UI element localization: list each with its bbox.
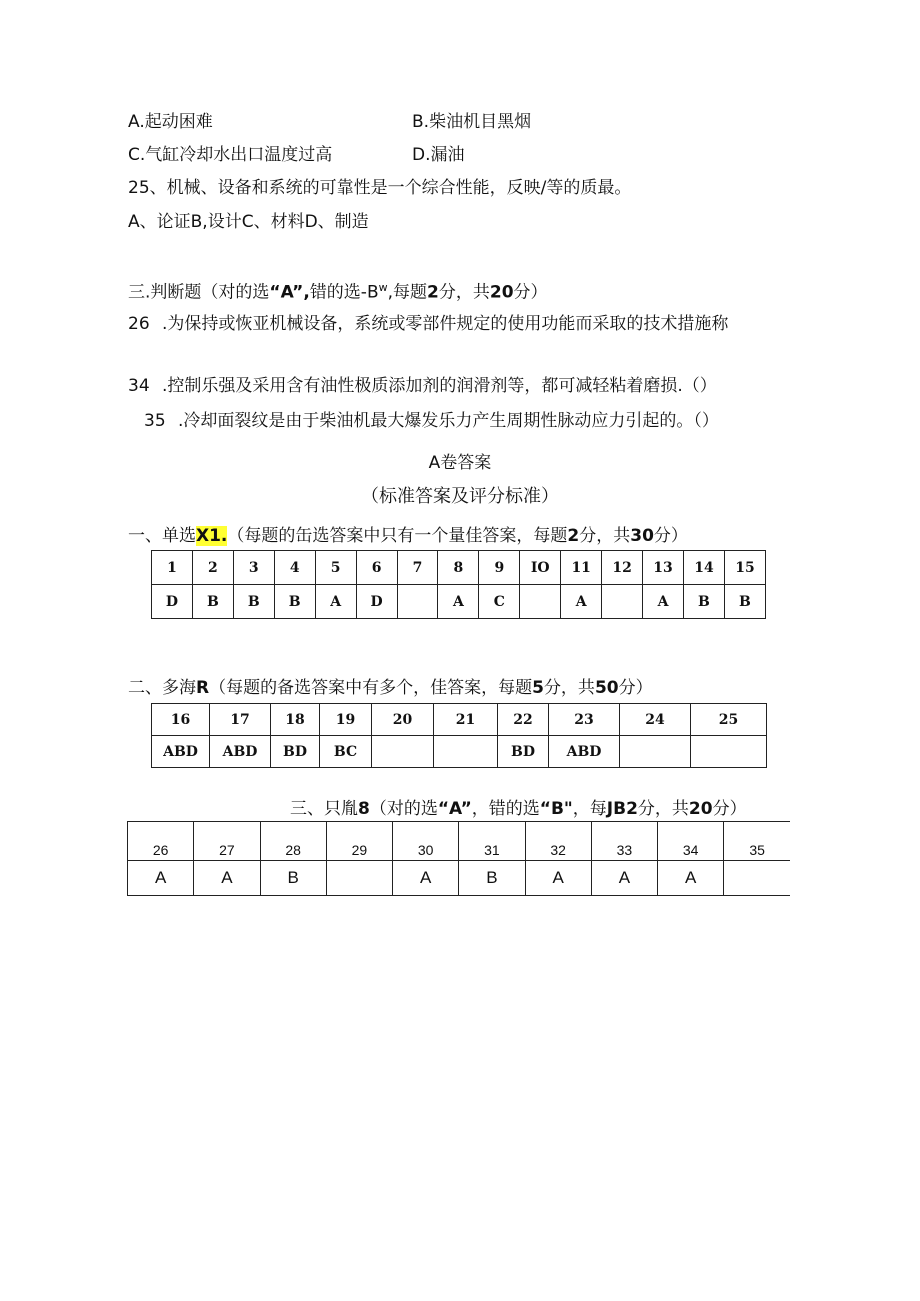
answer-subtitle: （标准答案及评分标准） bbox=[361, 486, 559, 507]
part3-text-10: 20 bbox=[688, 799, 713, 819]
part1-text-6: 30 bbox=[630, 526, 654, 546]
answer-cell: ABD bbox=[549, 736, 620, 768]
answer-cell: A bbox=[658, 861, 724, 896]
true-false-answer-table bbox=[127, 821, 790, 896]
part2-text-5: 分，共 bbox=[543, 678, 595, 698]
answer-cell bbox=[372, 736, 434, 768]
question-number-cell: 12 bbox=[602, 551, 643, 585]
question-number-cell: 22 bbox=[498, 704, 549, 736]
table-row bbox=[152, 736, 767, 768]
part1-text-1: 一、单选 bbox=[128, 526, 196, 546]
part2-text-7: 分） bbox=[618, 678, 653, 698]
question-number-cell: 5 bbox=[315, 551, 356, 585]
answer-cell: B bbox=[459, 861, 525, 896]
answer-cell bbox=[520, 585, 561, 619]
question-number-cell: 30 bbox=[393, 822, 459, 861]
answer-cell: A bbox=[194, 861, 260, 896]
section3-text-7: 分，共 bbox=[438, 282, 490, 303]
part1-text-5: 分，共 bbox=[579, 526, 631, 546]
answer-cell: C bbox=[479, 585, 520, 619]
question-number-cell: 24 bbox=[620, 704, 691, 736]
part1-text-2: X1. bbox=[196, 526, 228, 546]
question-number-cell: 23 bbox=[549, 704, 620, 736]
q35-text: .冷却面裂纹是由于柴油机最大爆发乐力产生周期性脉动应力引起的。（） bbox=[178, 411, 719, 431]
part3-text-5: ，错的选 bbox=[471, 799, 540, 819]
q24-option-b: B.柴油机目黑烟 bbox=[412, 112, 532, 132]
question-number-cell: 11 bbox=[561, 551, 602, 585]
section3-text-3: 错的选-B bbox=[309, 282, 379, 303]
answer-cell: D bbox=[356, 585, 397, 619]
question-number-cell: 6 bbox=[356, 551, 397, 585]
q34-text: .控制乐强及采用含有油性极质添加剂的润滑剂等，都可减轻粘着磨损.（） bbox=[162, 376, 717, 396]
section3-text-2: “A”, bbox=[269, 282, 310, 303]
question-number-cell: 8 bbox=[438, 551, 479, 585]
part3-text-6: “B" bbox=[539, 799, 573, 819]
part3-text-7: ，每 bbox=[572, 799, 607, 819]
table-row bbox=[152, 585, 766, 619]
question-number-cell: 25 bbox=[691, 704, 767, 736]
question-number-cell: 13 bbox=[643, 551, 684, 585]
question-number-cell: 35 bbox=[724, 822, 790, 861]
question-number-cell: 28 bbox=[260, 822, 326, 861]
question-number-cell: 7 bbox=[397, 551, 438, 585]
q26-text: .为保持或恢亚机械设备，系统或零部件规定的使用功能而采取的技术措施称 bbox=[162, 314, 729, 334]
answer-cell bbox=[724, 861, 790, 896]
part2-heading bbox=[128, 677, 653, 699]
question-number-cell: 19 bbox=[320, 704, 372, 736]
answer-cell: A bbox=[128, 861, 194, 896]
q25-stem: 25、机械、设备和系统的可靠性是一个综合性能，反映/等的质最。 bbox=[128, 178, 632, 198]
question-number-cell: 21 bbox=[434, 704, 498, 736]
q35-number: 35 bbox=[144, 411, 166, 431]
question-number-cell: 27 bbox=[194, 822, 260, 861]
single-choice-answer-table bbox=[151, 550, 766, 619]
multi-choice-answer-table bbox=[151, 703, 767, 768]
answer-cell bbox=[397, 585, 438, 619]
part2-text-4: 5 bbox=[532, 678, 544, 698]
question-number-cell: IO bbox=[520, 551, 561, 585]
answer-cell bbox=[326, 861, 392, 896]
table-row bbox=[152, 704, 767, 736]
part3-heading bbox=[290, 798, 747, 820]
answer-cell: A bbox=[525, 861, 591, 896]
answer-cell: B bbox=[683, 585, 724, 619]
question-number-cell: 31 bbox=[459, 822, 525, 861]
section3-text-9: 分） bbox=[513, 282, 548, 303]
part3-text-4: “A” bbox=[437, 799, 472, 819]
q26-number: 26 bbox=[128, 314, 150, 334]
part3-text-9: 分，共 bbox=[637, 799, 689, 819]
answer-cell: BD bbox=[271, 736, 320, 768]
part2-text-2: R bbox=[196, 678, 210, 698]
answer-cell: B bbox=[724, 585, 765, 619]
answer-cell bbox=[691, 736, 767, 768]
q24-option-d: D.漏油 bbox=[412, 145, 465, 165]
q25-options: A、论证B,设计C、材料D、制造 bbox=[128, 212, 369, 232]
question-number-cell: 32 bbox=[525, 822, 591, 861]
question-number-cell: 3 bbox=[233, 551, 274, 585]
question-number-cell: 33 bbox=[591, 822, 657, 861]
answer-cell: D bbox=[152, 585, 193, 619]
answer-cell: B bbox=[274, 585, 315, 619]
question-number-cell: 34 bbox=[658, 822, 724, 861]
answer-cell: B bbox=[233, 585, 274, 619]
answer-cell: B bbox=[192, 585, 233, 619]
part1-heading bbox=[128, 525, 688, 547]
q34-number: 34 bbox=[128, 376, 150, 396]
answer-cell: A bbox=[393, 861, 459, 896]
answer-cell: ABD bbox=[210, 736, 271, 768]
section3-text-1: 三.判断题（对的选 bbox=[128, 282, 270, 303]
part3-text-8: JB2 bbox=[606, 799, 638, 819]
q35-line bbox=[144, 410, 719, 432]
part2-text-6: 50 bbox=[594, 678, 619, 698]
answer-title: A卷答案 bbox=[428, 453, 492, 473]
answer-cell: B bbox=[260, 861, 326, 896]
section3-text-8: 20 bbox=[489, 282, 514, 303]
q24-option-c: C.气缸冷却水出口温度过高 bbox=[128, 145, 333, 165]
part1-text-7: 分） bbox=[653, 526, 688, 546]
question-number-cell: 14 bbox=[683, 551, 724, 585]
answer-cell: A bbox=[315, 585, 356, 619]
answer-cell bbox=[620, 736, 691, 768]
answer-cell: A bbox=[643, 585, 684, 619]
part1-text-3: （每题的缶选答案中只有一个量佳答案，每题 bbox=[227, 526, 568, 546]
section3-text-5: ,每题 bbox=[387, 282, 428, 303]
question-number-cell: 4 bbox=[274, 551, 315, 585]
question-number-cell: 16 bbox=[152, 704, 210, 736]
table-row bbox=[128, 822, 791, 861]
part3-text-1: 三、只胤 bbox=[290, 799, 358, 819]
section3-heading bbox=[128, 277, 548, 304]
question-number-cell: 15 bbox=[724, 551, 765, 585]
question-number-cell: 1 bbox=[152, 551, 193, 585]
question-number-cell: 26 bbox=[128, 822, 194, 861]
question-number-cell: 9 bbox=[479, 551, 520, 585]
question-number-cell: 29 bbox=[326, 822, 392, 861]
question-number-cell: 20 bbox=[372, 704, 434, 736]
answer-cell: BD bbox=[498, 736, 549, 768]
answer-cell bbox=[602, 585, 643, 619]
part3-text-2: 8 bbox=[358, 799, 370, 819]
question-number-cell: 18 bbox=[271, 704, 320, 736]
part2-text-1: 二、多海 bbox=[128, 678, 196, 698]
answer-cell: A bbox=[438, 585, 479, 619]
q34-line bbox=[128, 375, 717, 397]
q26-line bbox=[128, 313, 728, 335]
answer-cell bbox=[434, 736, 498, 768]
part1-text-4: 2 bbox=[567, 526, 580, 546]
section3-text-4: w bbox=[378, 281, 388, 294]
answer-cell: A bbox=[561, 585, 602, 619]
part3-text-3: （对的选 bbox=[369, 799, 438, 819]
section3-text-6: 2 bbox=[427, 282, 439, 303]
answer-cell: BC bbox=[320, 736, 372, 768]
answer-cell: A bbox=[591, 861, 657, 896]
question-number-cell: 2 bbox=[192, 551, 233, 585]
part3-text-11: 分） bbox=[712, 799, 747, 819]
table-row bbox=[152, 551, 766, 585]
table-row bbox=[128, 861, 791, 896]
q24-option-a: A.起动困难 bbox=[128, 112, 213, 132]
question-number-cell: 17 bbox=[210, 704, 271, 736]
part2-text-3: （每题的备选答案中有多个，佳答案，每题 bbox=[209, 678, 533, 698]
answer-cell: ABD bbox=[152, 736, 210, 768]
